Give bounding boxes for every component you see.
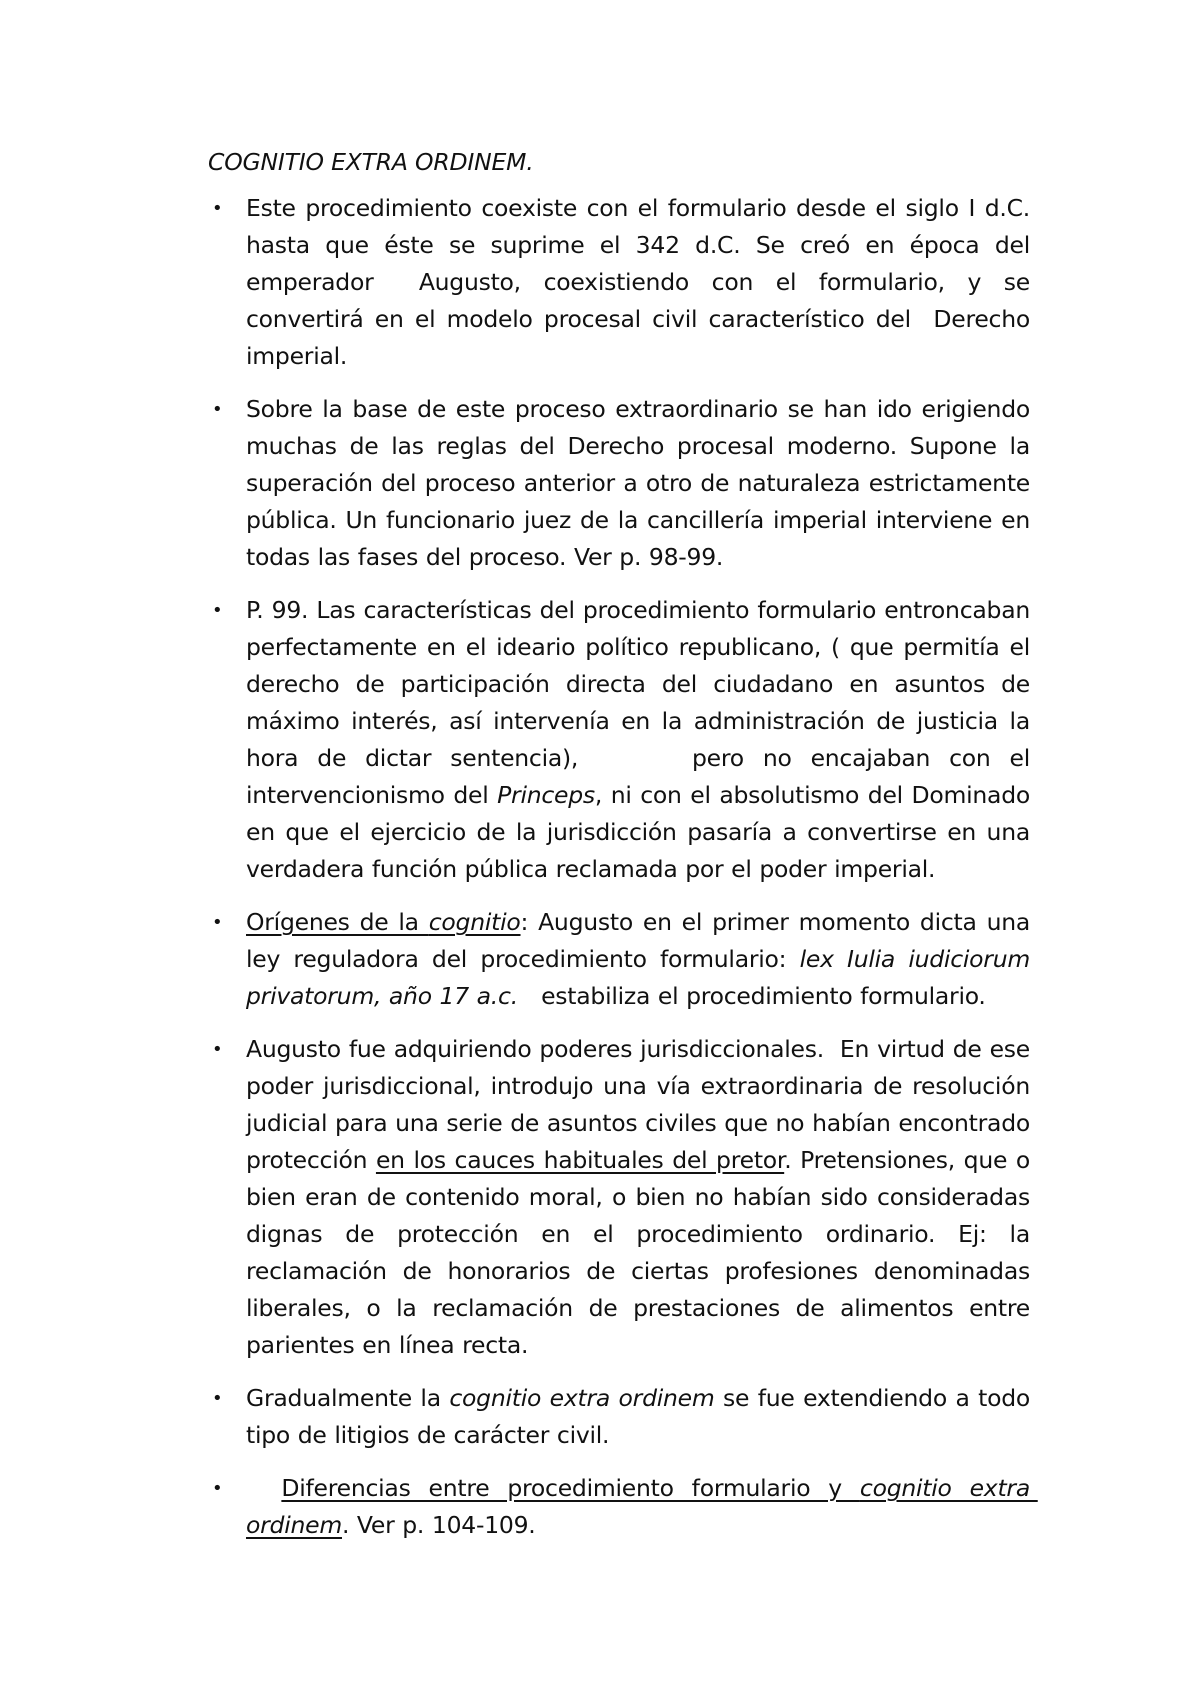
item-text: , ni con el absolutismo del Dominado en que el ejercicio de la jurisdicción pasaría a convertirse en una verdadera función pública reclamada por el poder imperial. (246, 781, 1038, 883)
bullet-icon: • (212, 912, 223, 933)
item-text: . Ver p. 104-109. (341, 1511, 536, 1539)
underlined-text: en los cauces habituales del pretor (375, 1146, 785, 1174)
item-text: Augusto fue adquiriendo poderes jurisdiccionales. En virtud de ese poder jurisdiccional, introdujo una vía extraordinaria de resolución judicial para una serie de asuntos civiles que no habían encontrado protección (246, 1035, 1038, 1174)
bullet-icon: • (212, 1478, 223, 1499)
list-item (208, 1031, 1038, 1364)
underlined-text: cognitio extra ordinem (246, 1474, 1038, 1539)
item-text: estabiliza el procedimiento formulario. (517, 982, 986, 1010)
item-text: . Pretensiones, que o bien eran de contenido moral, o bien no habían sido consideradas dignas de protección en el procedimiento ordinario. Ej: la reclamación de honorarios de ciertas profesiones denominadas liberales, o la reclamación de prestaciones de alimentos entre parientes en línea recta. (246, 1146, 1038, 1359)
list-item (208, 1470, 1038, 1544)
underlined-text: Diferencias entre procedimiento formulario y (281, 1474, 860, 1502)
bullet-icon: • (212, 198, 223, 219)
bullet-list (208, 190, 1038, 1560)
bullet-icon: • (212, 1039, 223, 1060)
bullet-icon: • (212, 1388, 223, 1409)
item-text: Gradualmente la (246, 1384, 450, 1412)
italic-text: lex Iulia iudiciorum privatorum, año 17 a.c. (246, 945, 1038, 1010)
italic-text: cognitio extra ordinem (449, 1384, 715, 1412)
list-item (208, 904, 1038, 1015)
item-text: Sobre la base de este proceso extraordinario se han ido erigiendo muchas de las reglas del Derecho procesal moderno. Supone la superación del proceso anterior a otro de naturaleza estrictamente pública. Un funcionario juez de la cancillería imperial interviene en todas las fases del proceso. Ver p. 98-99. (246, 395, 1038, 571)
list-item (208, 592, 1038, 888)
list-item (208, 1380, 1038, 1454)
item-text: P. 99. Las características del procedimiento formulario entroncaban perfectamente en el ideario político republicano, ( que permitía el derecho de participación directa del ciudadano en asuntos de máximo interés, así intervenía en la administración de justicia la hora de dictar sentencia), pero no encajaban con el intervencionismo del (246, 596, 1038, 809)
underlined-text: Orígenes de la (246, 908, 429, 936)
bullet-icon: • (212, 600, 223, 621)
item-text: Este procedimiento coexiste con el formulario desde el siglo I d.C. hasta que éste se suprime el 342 d.C. Se creó en época del emperador Augusto, coexistiendo con el formulario, y se convertirá en el modelo procesal civil característico del Derecho imperial. (246, 194, 1038, 370)
list-item (208, 391, 1038, 576)
underlined-text: cognitio (428, 908, 521, 936)
item-text: : Augusto en el primer momento dicta una ley reguladora del procedimiento formulario: (246, 908, 1038, 973)
italic-text: Princeps (497, 781, 595, 809)
document-title: COGNITIO EXTRA ORDINEM. (208, 148, 534, 176)
item-text: se fue extendiendo a todo tipo de litigios de carácter civil. (246, 1384, 1038, 1449)
item-text (246, 1474, 281, 1502)
bullet-icon: • (212, 399, 223, 420)
list-item (208, 190, 1038, 375)
